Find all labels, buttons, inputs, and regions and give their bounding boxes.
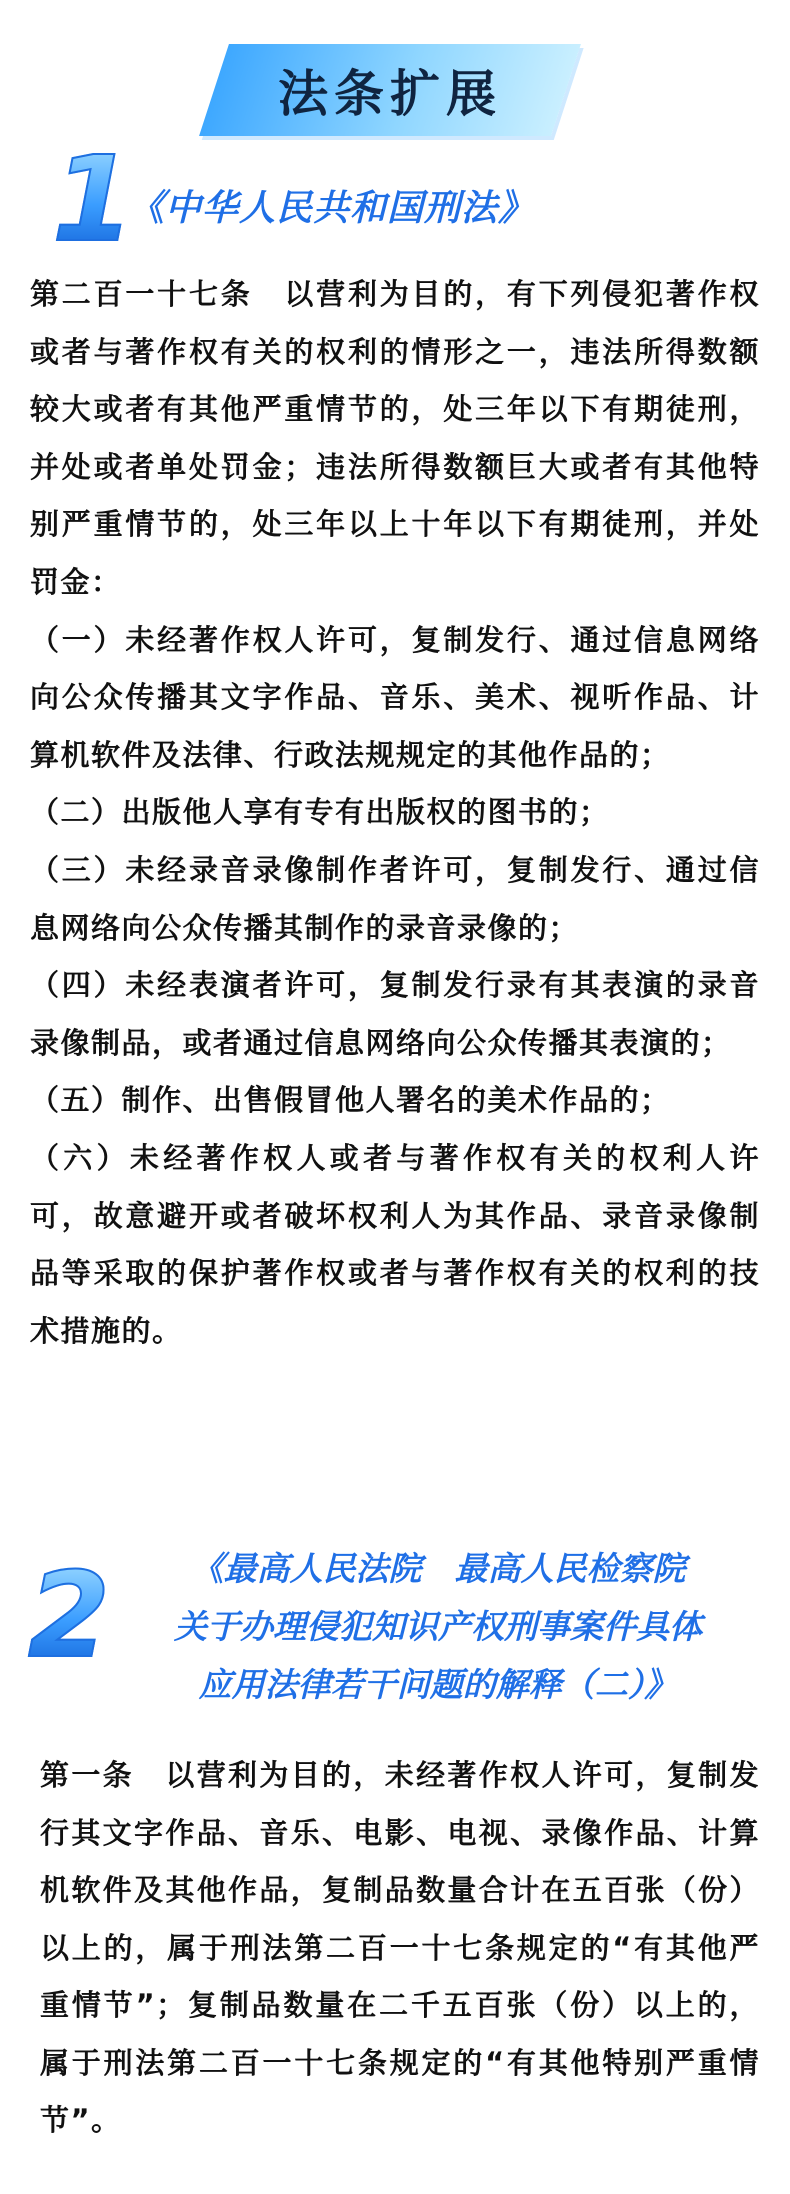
section-2-title-line-2: 关于办理侵犯知识产权刑事案件具体 (174, 1607, 702, 1646)
clause-5: （五）制作、出售假冒他人署名的美术作品的； (30, 1083, 671, 1118)
clause-3: （三）未经录音录像制作者许可，复制发行、通过信息网络向公众传播其制作的录音录像的； (30, 852, 760, 945)
section-1-title: 《中华人民共和国刑法》 (128, 188, 536, 229)
clause-2: （二）出版他人享有专有出版权的图书的； (30, 795, 610, 830)
interpretation-article-1: 第一条 以营利为目的，未经著作权人许可，复制发行其文字作品、音乐、电影、电视、录像作品、计算机软件及其他作品，复制品数量合计在五百张（份）以上的，属于刑法第二百一十七条规定的“有其他严重情节”；复制品数量在二千五百张（份）以上的，属于刑法第二百一十七条规定的“有其他特别严重情节”。 (40, 1758, 760, 2137)
section-2-number: 2 (28, 1546, 111, 1684)
section-2-title (118, 1540, 758, 1714)
clause-1: （一）未经著作权人许可，复制发行、通过信息网络向公众传播其文字作品、音乐、美术、视听作品、计算机软件及法律、行政法规规定的其他作品的； (30, 622, 760, 772)
section-1-number: 1 (52, 130, 135, 268)
section-2-title-line-1: 《最高人民法院 最高人民检察院 (190, 1549, 686, 1588)
section-2-title-line-3: 应用法律若干问题的解释（二）》 (198, 1665, 678, 1704)
clause-4: （四）未经表演者许可，复制发行录有其表演的录音录像制品，或者通过信息网络向公众传播其表演的； (30, 968, 760, 1060)
clause-6: （六）未经著作权人或者与著作权有关的权利人许可，故意避开或者破坏权利人为其作品、录音录像制品等采取的保护著作权或者与著作权有关的权利的技术措施的。 (30, 1140, 760, 1348)
page-title: 法条扩展 (278, 65, 502, 123)
section-2-body (40, 1747, 760, 2150)
article-217-intro: 第二百一十七条 以营利为目的，有下列侵犯著作权或者与著作权有关的权利的情形之一，违法所得数额较大或者有其他严重情节的，处三年以下有期徒刑，并处或者单处罚金；违法所得数额巨大或者有其他特别严重情节的，处三年以上十年以下有期徒刑，并处罚金： (30, 277, 760, 599)
section-1-body (30, 266, 760, 1360)
